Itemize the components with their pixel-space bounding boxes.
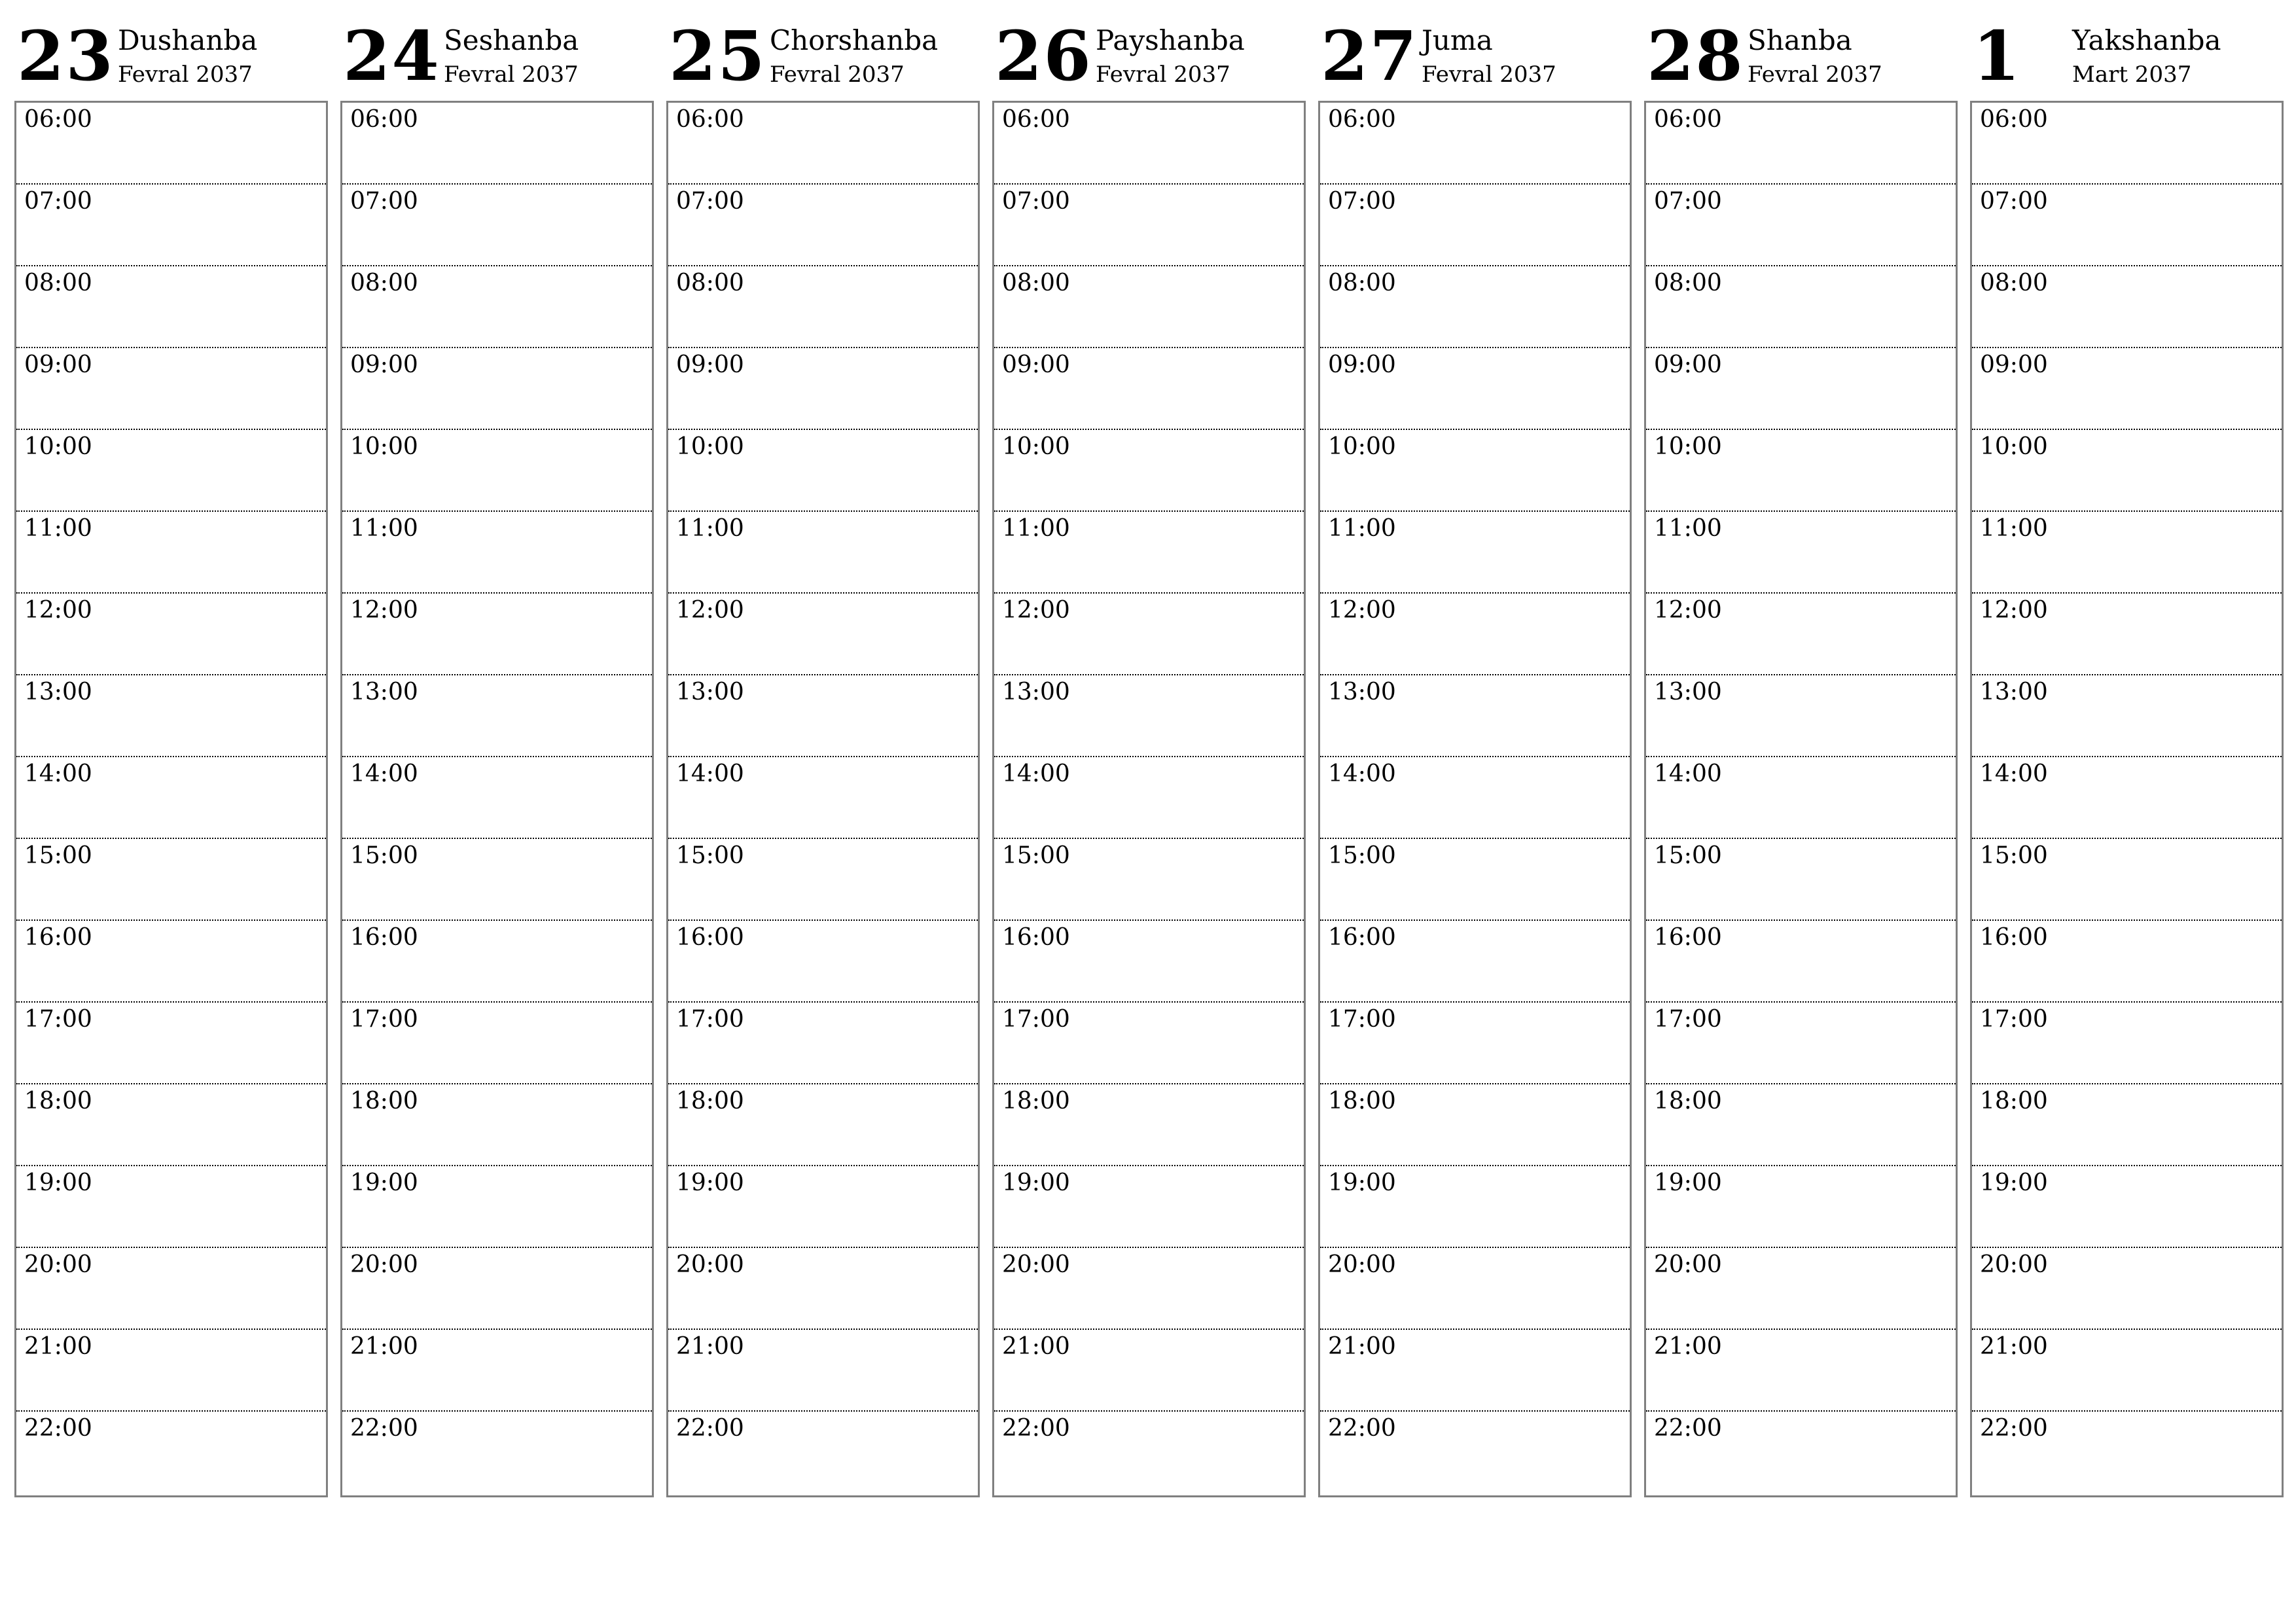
- time-slot-label: 17:00: [1654, 1006, 1722, 1033]
- day-header: [1970, 0, 2282, 99]
- time-slot[interactable]: [668, 1412, 978, 1493]
- time-slot-label: 16:00: [1980, 924, 2048, 951]
- day-name: Payshanba: [1096, 24, 1245, 56]
- day-number: 23: [17, 16, 115, 96]
- time-slot-label: 17:00: [676, 1006, 744, 1033]
- day-number: 24: [343, 16, 440, 96]
- time-slot[interactable]: [342, 757, 652, 839]
- time-slot[interactable]: [1972, 1248, 2282, 1330]
- time-slot-label: 08:00: [1980, 270, 2048, 296]
- time-slot-label: 09:00: [1002, 351, 1070, 378]
- time-slot-label: 16:00: [1328, 924, 1396, 951]
- time-slot-label: 10:00: [676, 433, 744, 460]
- time-slot-label: 20:00: [1328, 1251, 1396, 1278]
- time-slot[interactable]: [1320, 1166, 1630, 1248]
- time-slot-label: 12:00: [1002, 597, 1070, 624]
- time-slot[interactable]: [994, 430, 1304, 512]
- day-schedule-box[interactable]: [340, 101, 654, 1497]
- time-slot[interactable]: [342, 1330, 652, 1412]
- time-slot-label: 06:00: [24, 106, 92, 133]
- time-slot[interactable]: [668, 1248, 978, 1330]
- time-slot-label: 07:00: [1980, 188, 2048, 215]
- day-column: [14, 0, 327, 1503]
- day-header: [666, 0, 978, 99]
- time-slot[interactable]: [16, 1084, 326, 1166]
- time-slot-label: 20:00: [1654, 1251, 1722, 1278]
- time-slot[interactable]: [16, 757, 326, 839]
- time-slot[interactable]: [342, 839, 652, 921]
- time-slot-label: 07:00: [676, 188, 744, 215]
- time-slot[interactable]: [1320, 103, 1630, 185]
- time-slot[interactable]: [1320, 348, 1630, 430]
- time-slot[interactable]: [342, 430, 652, 512]
- time-slot[interactable]: [994, 1412, 1304, 1493]
- time-slot[interactable]: [668, 266, 978, 348]
- day-column: [1970, 0, 2282, 1503]
- time-slot[interactable]: [342, 512, 652, 594]
- time-slot[interactable]: [1972, 185, 2282, 266]
- time-slot-label: 18:00: [1002, 1088, 1070, 1115]
- time-slot-label: 13:00: [350, 679, 418, 705]
- time-slot-label: 15:00: [350, 842, 418, 869]
- time-slot-label: 22:00: [1980, 1415, 2048, 1442]
- time-slot[interactable]: [668, 839, 978, 921]
- time-slot-label: 06:00: [1654, 106, 1722, 133]
- time-slot[interactable]: [16, 1248, 326, 1330]
- day-header: [1644, 0, 1956, 99]
- time-slot[interactable]: [342, 921, 652, 1003]
- time-slot[interactable]: [1972, 512, 2282, 594]
- time-slot-label: 20:00: [24, 1251, 92, 1278]
- time-slot-label: 19:00: [1654, 1169, 1722, 1196]
- time-slot[interactable]: [668, 185, 978, 266]
- time-slot[interactable]: [16, 1003, 326, 1084]
- time-slot[interactable]: [1320, 675, 1630, 757]
- time-slot-label: 08:00: [1328, 270, 1396, 296]
- day-header: [992, 0, 1304, 99]
- time-slot-label: 14:00: [24, 760, 92, 787]
- time-slot-label: 20:00: [1980, 1251, 2048, 1278]
- day-column: [1318, 0, 1630, 1503]
- day-schedule-box[interactable]: [992, 101, 1306, 1497]
- time-slot-label: 16:00: [676, 924, 744, 951]
- time-slot-label: 09:00: [1654, 351, 1722, 378]
- day-number: 26: [995, 16, 1092, 96]
- time-slot-label: 13:00: [1002, 679, 1070, 705]
- time-slot-label: 08:00: [350, 270, 418, 296]
- time-slot-label: 07:00: [1654, 188, 1722, 215]
- month-year-label: Fevral 2037: [1422, 62, 1556, 88]
- time-slot-label: 11:00: [24, 515, 92, 542]
- time-slot[interactable]: [1972, 1412, 2282, 1493]
- time-slot[interactable]: [994, 348, 1304, 430]
- time-slot[interactable]: [1972, 594, 2282, 675]
- weekly-planner: [14, 0, 2288, 1505]
- day-number: 28: [1647, 16, 1744, 96]
- time-slot[interactable]: [1972, 839, 2282, 921]
- time-slot[interactable]: [994, 103, 1304, 185]
- time-slot-label: 17:00: [1980, 1006, 2048, 1033]
- time-slot-label: 07:00: [350, 188, 418, 215]
- time-slot[interactable]: [16, 1412, 326, 1493]
- day-column: [992, 0, 1304, 1503]
- time-slot-label: 06:00: [1328, 106, 1396, 133]
- time-slot[interactable]: [16, 675, 326, 757]
- time-slot-label: 19:00: [24, 1169, 92, 1196]
- time-slot[interactable]: [994, 512, 1304, 594]
- time-slot[interactable]: [1646, 757, 1956, 839]
- time-slot[interactable]: [1646, 103, 1956, 185]
- time-slot-label: 13:00: [676, 679, 744, 705]
- time-slot[interactable]: [994, 594, 1304, 675]
- time-slot-label: 07:00: [24, 188, 92, 215]
- time-slot-label: 12:00: [676, 597, 744, 624]
- time-slot-label: 19:00: [676, 1169, 744, 1196]
- day-name: Seshanba: [444, 24, 579, 56]
- time-slot[interactable]: [342, 1412, 652, 1493]
- time-slot[interactable]: [1320, 266, 1630, 348]
- time-slot[interactable]: [994, 266, 1304, 348]
- time-slot[interactable]: [994, 1084, 1304, 1166]
- time-slot-label: 19:00: [1980, 1169, 2048, 1196]
- time-slot[interactable]: [1320, 839, 1630, 921]
- time-slot[interactable]: [1972, 1084, 2282, 1166]
- time-slot-label: 09:00: [1328, 351, 1396, 378]
- time-slot-label: 14:00: [1654, 760, 1722, 787]
- time-slot-label: 21:00: [1980, 1333, 2048, 1360]
- month-year-label: Fevral 2037: [770, 62, 905, 88]
- time-slot-label: 12:00: [350, 597, 418, 624]
- day-header: [340, 0, 653, 99]
- time-slot-label: 15:00: [1002, 842, 1070, 869]
- time-slot[interactable]: [1972, 1166, 2282, 1248]
- time-slot[interactable]: [668, 103, 978, 185]
- time-slot-label: 22:00: [1002, 1415, 1070, 1442]
- time-slot-label: 19:00: [1002, 1169, 1070, 1196]
- time-slot-label: 06:00: [1002, 106, 1070, 133]
- time-slot-label: 11:00: [1002, 515, 1070, 542]
- time-slot[interactable]: [16, 103, 326, 185]
- time-slot-label: 09:00: [676, 351, 744, 378]
- time-slot[interactable]: [1646, 921, 1956, 1003]
- day-name: Yakshanba: [2072, 24, 2221, 56]
- time-slot-label: 10:00: [1654, 433, 1722, 460]
- time-slot[interactable]: [16, 348, 326, 430]
- time-slot-label: 06:00: [350, 106, 418, 133]
- time-slot-label: 15:00: [24, 842, 92, 869]
- day-number: 27: [1321, 16, 1418, 96]
- time-slot-label: 20:00: [676, 1251, 744, 1278]
- time-slot-label: 16:00: [350, 924, 418, 951]
- time-slot[interactable]: [1646, 1003, 1956, 1084]
- time-slot[interactable]: [1646, 839, 1956, 921]
- time-slot-label: 09:00: [350, 351, 418, 378]
- time-slot-label: 14:00: [350, 760, 418, 787]
- time-slot-label: 15:00: [1328, 842, 1396, 869]
- time-slot[interactable]: [1972, 103, 2282, 185]
- time-slot-label: 18:00: [1328, 1088, 1396, 1115]
- time-slot-label: 06:00: [676, 106, 744, 133]
- time-slot[interactable]: [16, 1166, 326, 1248]
- time-slot-label: 22:00: [1328, 1415, 1396, 1442]
- time-slot[interactable]: [1646, 348, 1956, 430]
- time-slot-label: 08:00: [24, 270, 92, 296]
- time-slot-label: 11:00: [1980, 515, 2048, 542]
- time-slot[interactable]: [1646, 675, 1956, 757]
- time-slot-label: 21:00: [1002, 1333, 1070, 1360]
- time-slot[interactable]: [994, 757, 1304, 839]
- time-slot-label: 10:00: [350, 433, 418, 460]
- time-slot-label: 13:00: [1328, 679, 1396, 705]
- day-header: [14, 0, 327, 99]
- day-schedule-box[interactable]: [1970, 101, 2284, 1497]
- time-slot[interactable]: [342, 348, 652, 430]
- time-slot[interactable]: [994, 1003, 1304, 1084]
- time-slot[interactable]: [1972, 921, 2282, 1003]
- time-slot-label: 22:00: [24, 1415, 92, 1442]
- time-slot-label: 11:00: [1328, 515, 1396, 542]
- month-year-label: Fevral 2037: [444, 62, 579, 88]
- month-year-label: Fevral 2037: [1748, 62, 1882, 88]
- time-slot-label: 20:00: [350, 1251, 418, 1278]
- time-slot-label: 15:00: [676, 842, 744, 869]
- time-slot-label: 09:00: [1980, 351, 2048, 378]
- time-slot[interactable]: [1646, 1166, 1956, 1248]
- time-slot[interactable]: [668, 594, 978, 675]
- time-slot[interactable]: [668, 1330, 978, 1412]
- time-slot-label: 12:00: [1654, 597, 1722, 624]
- time-slot-label: 07:00: [1002, 188, 1070, 215]
- time-slot[interactable]: [1320, 185, 1630, 266]
- time-slot[interactable]: [1972, 675, 2282, 757]
- day-column: [666, 0, 978, 1503]
- time-slot[interactable]: [342, 675, 652, 757]
- time-slot-label: 20:00: [1002, 1251, 1070, 1278]
- time-slot-label: 17:00: [24, 1006, 92, 1033]
- time-slot-label: 18:00: [676, 1088, 744, 1115]
- time-slot[interactable]: [668, 430, 978, 512]
- time-slot-label: 15:00: [1654, 842, 1722, 869]
- time-slot[interactable]: [1972, 348, 2282, 430]
- time-slot[interactable]: [994, 185, 1304, 266]
- time-slot-label: 21:00: [1654, 1333, 1722, 1360]
- time-slot[interactable]: [1646, 1084, 1956, 1166]
- time-slot-label: 13:00: [1980, 679, 2048, 705]
- time-slot[interactable]: [668, 512, 978, 594]
- time-slot[interactable]: [994, 1248, 1304, 1330]
- time-slot[interactable]: [16, 266, 326, 348]
- time-slot[interactable]: [994, 675, 1304, 757]
- day-column: [340, 0, 653, 1503]
- time-slot[interactable]: [1646, 1248, 1956, 1330]
- time-slot-label: 16:00: [1002, 924, 1070, 951]
- day-name: Dushanba: [118, 24, 258, 56]
- time-slot[interactable]: [16, 594, 326, 675]
- time-slot[interactable]: [342, 185, 652, 266]
- time-slot[interactable]: [1320, 921, 1630, 1003]
- time-slot-label: 17:00: [1002, 1006, 1070, 1033]
- time-slot-label: 10:00: [1328, 433, 1396, 460]
- time-slot[interactable]: [1972, 757, 2282, 839]
- time-slot-label: 13:00: [1654, 679, 1722, 705]
- time-slot-label: 19:00: [350, 1169, 418, 1196]
- time-slot-label: 18:00: [1654, 1088, 1722, 1115]
- time-slot-label: 12:00: [1328, 597, 1396, 624]
- month-year-label: Fevral 2037: [1096, 62, 1230, 88]
- day-name: Juma: [1422, 24, 1493, 56]
- time-slot[interactable]: [16, 839, 326, 921]
- time-slot[interactable]: [1972, 266, 2282, 348]
- time-slot-label: 21:00: [676, 1333, 744, 1360]
- month-year-label: Fevral 2037: [118, 62, 253, 88]
- time-slot[interactable]: [668, 1003, 978, 1084]
- time-slot[interactable]: [342, 266, 652, 348]
- time-slot[interactable]: [342, 1248, 652, 1330]
- time-slot-label: 21:00: [350, 1333, 418, 1360]
- day-header: [1318, 0, 1630, 99]
- time-slot-label: 10:00: [24, 433, 92, 460]
- time-slot-label: 10:00: [1980, 433, 2048, 460]
- time-slot[interactable]: [1320, 1084, 1630, 1166]
- time-slot[interactable]: [994, 1330, 1304, 1412]
- time-slot-label: 22:00: [676, 1415, 744, 1442]
- time-slot[interactable]: [342, 1084, 652, 1166]
- day-schedule-box[interactable]: [666, 101, 980, 1497]
- day-schedule-box[interactable]: [14, 101, 328, 1497]
- time-slot-label: 11:00: [676, 515, 744, 542]
- time-slot[interactable]: [1320, 1248, 1630, 1330]
- time-slot-label: 16:00: [24, 924, 92, 951]
- time-slot-label: 18:00: [24, 1088, 92, 1115]
- time-slot[interactable]: [1320, 512, 1630, 594]
- time-slot-label: 17:00: [1328, 1006, 1396, 1033]
- day-name: Shanba: [1748, 24, 1852, 56]
- time-slot[interactable]: [668, 757, 978, 839]
- time-slot-label: 21:00: [24, 1333, 92, 1360]
- time-slot-label: 14:00: [1328, 760, 1396, 787]
- time-slot[interactable]: [1646, 594, 1956, 675]
- day-schedule-box[interactable]: [1318, 101, 1632, 1497]
- time-slot[interactable]: [342, 1166, 652, 1248]
- time-slot-label: 14:00: [1980, 760, 2048, 787]
- time-slot-label: 16:00: [1654, 924, 1722, 951]
- day-column: [1644, 0, 1956, 1503]
- time-slot[interactable]: [342, 594, 652, 675]
- time-slot-label: 08:00: [1654, 270, 1722, 296]
- time-slot[interactable]: [1320, 1412, 1630, 1493]
- time-slot-label: 22:00: [1654, 1415, 1722, 1442]
- time-slot[interactable]: [1972, 1003, 2282, 1084]
- time-slot-label: 12:00: [24, 597, 92, 624]
- time-slot[interactable]: [668, 348, 978, 430]
- time-slot[interactable]: [994, 921, 1304, 1003]
- time-slot-label: 11:00: [350, 515, 418, 542]
- time-slot[interactable]: [668, 1166, 978, 1248]
- time-slot[interactable]: [668, 1084, 978, 1166]
- day-number: 1: [1973, 16, 2022, 96]
- time-slot[interactable]: [342, 1003, 652, 1084]
- time-slot-label: 17:00: [350, 1006, 418, 1033]
- time-slot-label: 21:00: [1328, 1333, 1396, 1360]
- time-slot-label: 08:00: [1002, 270, 1070, 296]
- time-slot[interactable]: [994, 839, 1304, 921]
- time-slot[interactable]: [1646, 1330, 1956, 1412]
- time-slot[interactable]: [16, 921, 326, 1003]
- time-slot[interactable]: [1320, 757, 1630, 839]
- time-slot-label: 11:00: [1654, 515, 1722, 542]
- time-slot-label: 07:00: [1328, 188, 1396, 215]
- time-slot-label: 19:00: [1328, 1169, 1396, 1196]
- day-name: Chorshanba: [770, 24, 939, 56]
- time-slot[interactable]: [1320, 1003, 1630, 1084]
- day-schedule-box[interactable]: [1644, 101, 1958, 1497]
- time-slot[interactable]: [1646, 512, 1956, 594]
- time-slot[interactable]: [1972, 1330, 2282, 1412]
- month-year-label: Mart 2037: [2072, 62, 2192, 88]
- time-slot[interactable]: [1320, 594, 1630, 675]
- time-slot[interactable]: [16, 185, 326, 266]
- time-slot[interactable]: [1646, 430, 1956, 512]
- time-slot-label: 14:00: [676, 760, 744, 787]
- time-slot[interactable]: [1646, 266, 1956, 348]
- time-slot-label: 08:00: [676, 270, 744, 296]
- time-slot-label: 13:00: [24, 679, 92, 705]
- time-slot-label: 18:00: [1980, 1088, 2048, 1115]
- time-slot[interactable]: [668, 675, 978, 757]
- time-slot-label: 10:00: [1002, 433, 1070, 460]
- time-slot-label: 14:00: [1002, 760, 1070, 787]
- time-slot[interactable]: [1320, 1330, 1630, 1412]
- time-slot-label: 18:00: [350, 1088, 418, 1115]
- time-slot[interactable]: [16, 1330, 326, 1412]
- time-slot[interactable]: [1972, 430, 2282, 512]
- time-slot[interactable]: [1646, 185, 1956, 266]
- time-slot[interactable]: [994, 1166, 1304, 1248]
- time-slot[interactable]: [16, 430, 326, 512]
- time-slot[interactable]: [668, 921, 978, 1003]
- time-slot[interactable]: [342, 103, 652, 185]
- day-number: 25: [669, 16, 766, 96]
- time-slot[interactable]: [16, 512, 326, 594]
- time-slot[interactable]: [1320, 430, 1630, 512]
- time-slot-label: 22:00: [350, 1415, 418, 1442]
- time-slot-label: 06:00: [1980, 106, 2048, 133]
- time-slot-label: 12:00: [1980, 597, 2048, 624]
- time-slot-label: 15:00: [1980, 842, 2048, 869]
- time-slot-label: 09:00: [24, 351, 92, 378]
- time-slot[interactable]: [1646, 1412, 1956, 1493]
